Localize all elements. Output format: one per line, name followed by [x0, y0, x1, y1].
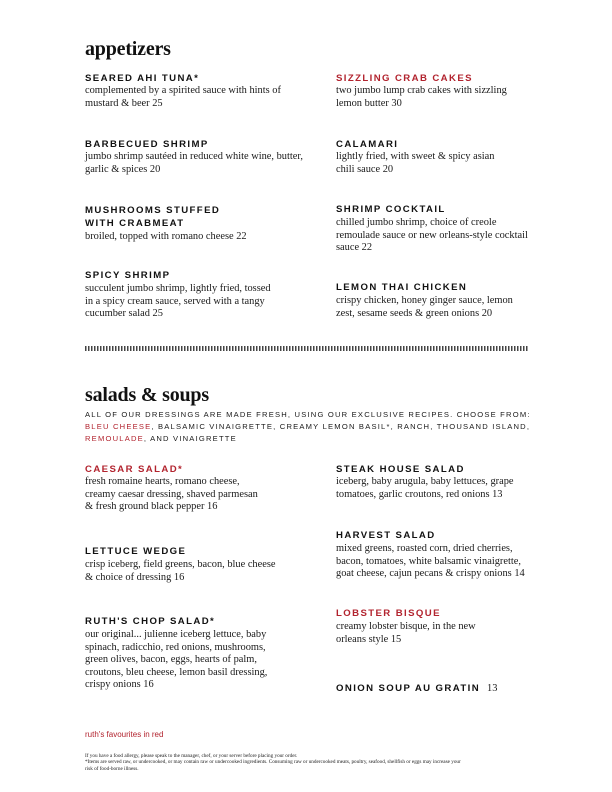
menu-item-description: jumbo shrimp sautéed in reduced white wine, butter, garlic & spices 20	[85, 151, 304, 175]
menu-item-description: broiled, topped with romano cheese 22	[85, 231, 247, 242]
menu-item-description: succulent jumbo shrimp, lightly fried, tossed in a spicy cream sauce, served with a tangy cucumber salad 25	[85, 283, 271, 320]
menu-item-description: mixed greens, roasted corn, dried cherries, bacon, tomatoes, white balsamic vinaigrette, goat cheese, cajun pecans & crispy onions 14	[336, 543, 525, 580]
menu-item-title: SPICY SHRIMP	[85, 270, 171, 281]
menu-item-title: BARBECUED SHRIMP	[85, 139, 209, 150]
menu-item-description: crisp iceberg, field greens, bacon, blue cheese & choice of dressing 16	[85, 559, 276, 583]
allergy-disclaimer: If you have a food allergy, please speak to the manager, chef, or your server before placing your order. *Items are served raw, or undercooked, or may contain raw or undercooked ingredients. Consuming raw or undercooked meats, poultry, seafood, shellfish or eggs may increase your risk of food-borne illness.	[85, 753, 461, 772]
menu-item-title: CALAMARI	[336, 139, 399, 150]
menu-item-title: STEAK HOUSE SALAD	[336, 464, 465, 475]
favourite-dressing: REMOULADE	[85, 434, 144, 444]
menu-item-description: two jumbo lump crab cakes with sizzling lemon butter 30	[336, 85, 507, 109]
menu-item-title: MUSHROOMS STUFFED WITH CRABMEAT	[85, 205, 221, 229]
menu-item-description: lightly fried, with sweet & spicy asian chili sauce 20	[336, 151, 495, 175]
menu-item-description: complemented by a spirited sauce with hints of mustard & beer 25	[85, 85, 281, 109]
menu-item-description: chilled jumbo shrimp, choice of creole remoulade sauce or new orleans-style cocktail sauce 22	[336, 217, 528, 254]
menu-item-description: our original... julienne iceberg lettuce, baby spinach, radicchio, red onions, mushrooms, green olives, bacon, eggs, hearts of palm, croutons, bleu cheese, lemon basil dressing, crispy onions 16	[85, 629, 268, 691]
menu-item-description: crispy chicken, honey ginger sauce, lemon zest, sesame seeds & green onions 20	[336, 295, 513, 319]
menu-item-description: fresh romaine hearts, romano cheese, creamy caesar dressing, shaved parmesan & fresh ground black pepper 16	[85, 476, 258, 513]
menu-item-title: SHRIMP COCKTAIL	[336, 204, 446, 215]
favourite-dressing: BLEU CHEESE	[85, 422, 152, 432]
salads-soups-heading: salads & soups	[85, 384, 209, 406]
menu-item-onion-soup	[336, 678, 497, 696]
menu-item-title: RUTH'S CHOP SALAD*	[85, 616, 216, 627]
menu-item-title-favourite: LOBSTER BISQUE	[336, 608, 441, 619]
menu-item-title-favourite: SIZZLING CRAB CAKES	[336, 73, 473, 84]
menu-item-title: HARVEST SALAD	[336, 530, 436, 541]
appetizers-heading: appetizers	[85, 38, 171, 60]
menu-item-title: LEMON THAI CHICKEN	[336, 282, 468, 293]
menu-item-title: ONION SOUP AU GRATIN	[336, 683, 481, 694]
menu-item-description: creamy lobster bisque, in the new orleans style 15	[336, 621, 476, 645]
menu-item-title: SEARED AHI TUNA*	[85, 73, 200, 84]
menu-item-description: iceberg, baby arugula, baby lettuces, grape tomatoes, garlic croutons, red onions 13	[336, 476, 514, 500]
dressings-intro: ALL OF OUR DRESSINGS ARE MADE FRESH, USING OUR EXCLUSIVE RECIPES. CHOOSE FROM: BLEU CHEESE, BALSAMIC VINAIGRETTE, CREAMY LEMON BASIL*, RANCH, THOUSAND ISLAND, REMOULADE, AND VINAIGRETTE	[85, 410, 531, 444]
menu-item-title-favourite: CAESAR SALAD*	[85, 464, 184, 475]
menu-item-price: 13	[487, 683, 498, 694]
menu-item-title: LETTUCE WEDGE	[85, 546, 187, 557]
favourites-note: ruth's favourites in red	[85, 730, 164, 739]
section-divider	[85, 346, 528, 351]
